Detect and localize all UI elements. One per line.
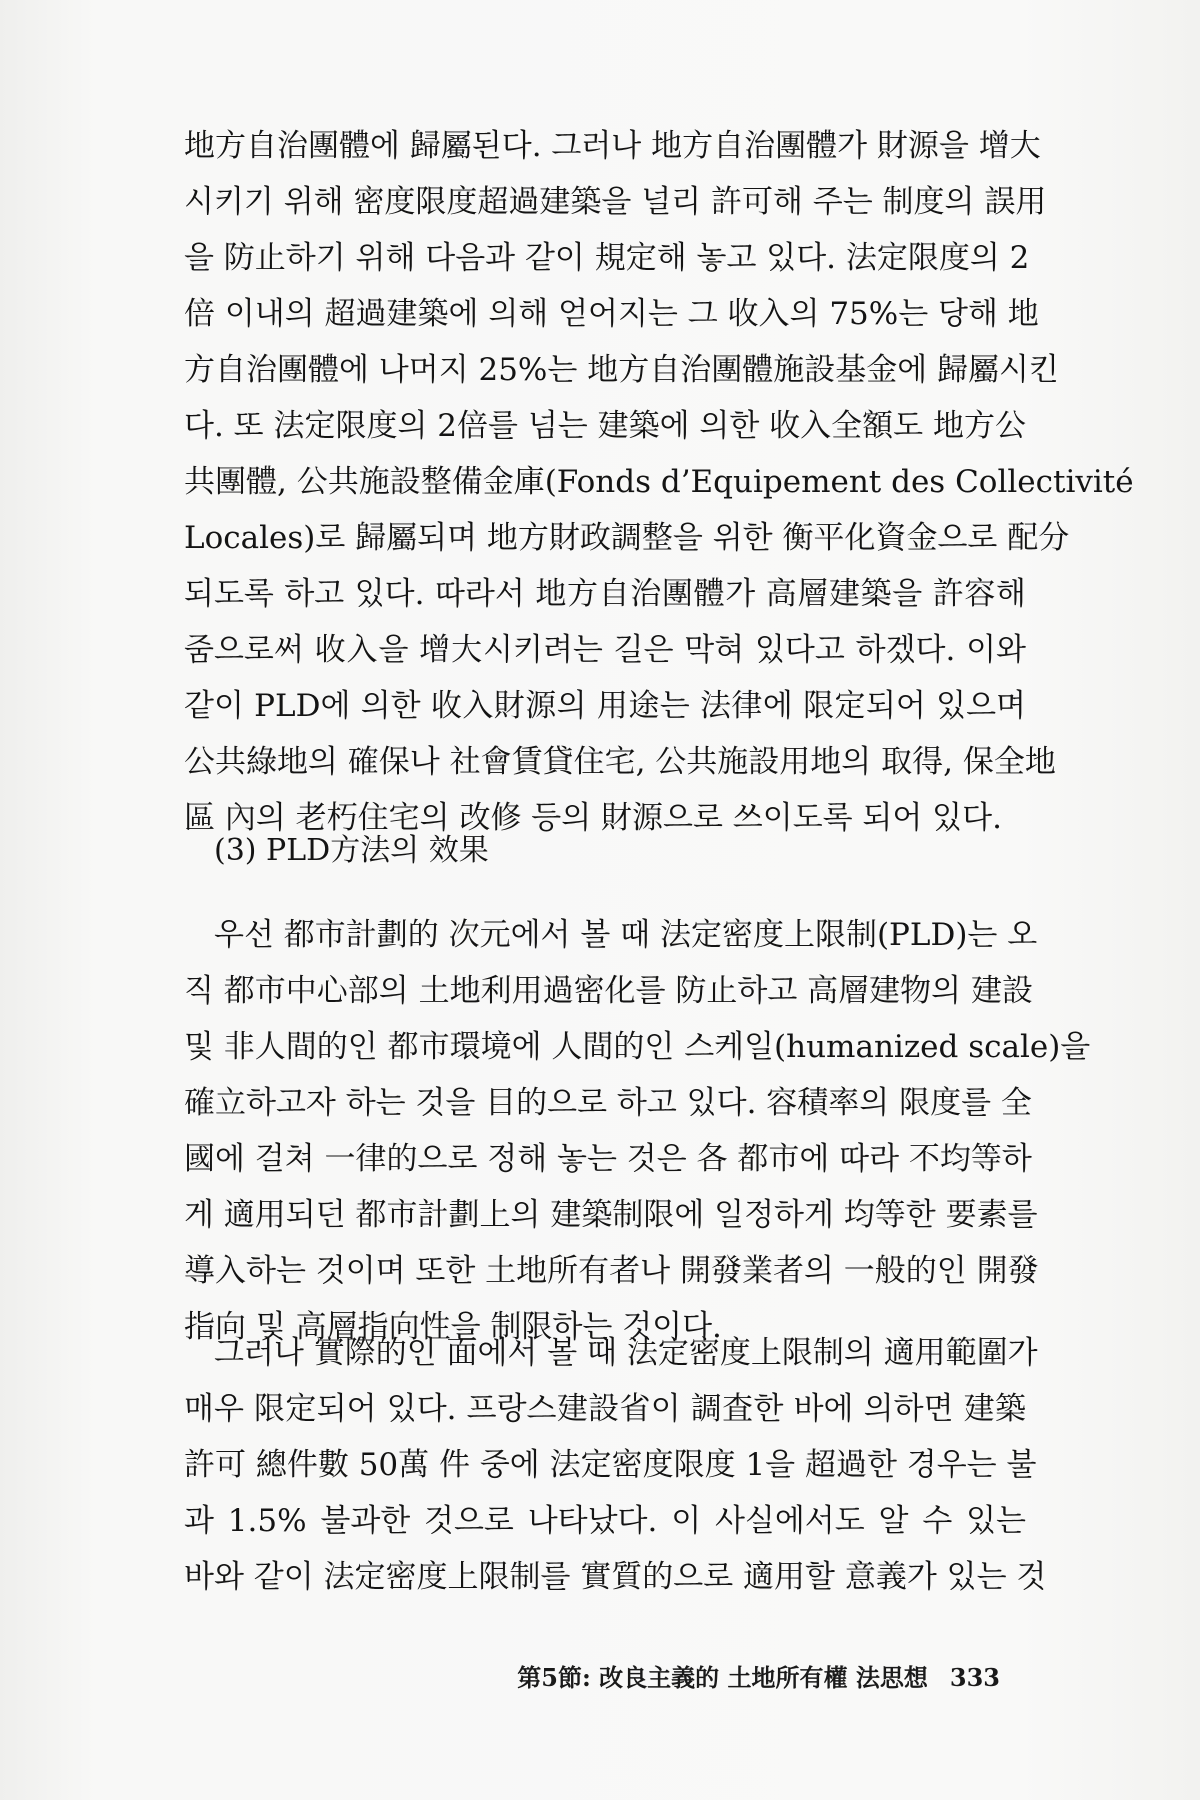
text-line: 倍 이내의 超過建築에 의해 얻어지는 그 收入의 75%는 당해 地 (184, 296, 1039, 332)
text-line: 줌으로써 收入을 增大시키려는 길은 막혀 있다고 하겠다. 이와 (184, 632, 1026, 668)
text-line: 및 非人間的인 都市環境에 人間的인 스케일(humanized scale)을 (184, 1029, 1091, 1065)
text-line: 같이 PLD에 의한 收入財源의 用途는 法律에 限定되어 있으며 (184, 688, 1026, 724)
text-line: 區 內의 老朽住宅의 改修 등의 財源으로 쓰이도록 되어 있다. (184, 800, 1002, 836)
text-line: 과 1.5% 불과한 것으로 나타났다. 이 사실에서도 알 수 있는 (184, 1503, 1026, 1539)
text-line: 地方自治團體에 歸屬된다. 그러나 地方自治團體가 財源을 增大 (184, 128, 1041, 164)
text-line: 되도록 하고 있다. 따라서 地方自治團體가 高層建築을 許容해 (184, 576, 1026, 612)
text-line: 다. 또 法定限度의 2倍를 넘는 建築에 의한 收入全額도 地方公 (184, 408, 1026, 444)
running-footer-title: 第5節: 改良主義的 土地所有權 法思想 (517, 1663, 928, 1692)
paragraph-2 (184, 907, 1091, 1355)
paragraph-1 (184, 118, 1134, 846)
text-line: 國에 걸쳐 一律的으로 정해 놓는 것은 各 都市에 따라 不均等하 (184, 1141, 1032, 1177)
text-line: 시키기 위해 密度限度超過建築을 널리 許可해 주는 制度의 誤用 (184, 184, 1047, 220)
text-line: Locales)로 歸屬되며 地方財政調整을 위한 衡平化資金으로 配分 (184, 520, 1070, 556)
text-line: 직 都市中心部의 土地利用過密化를 防止하고 高層建物의 建設 (184, 973, 1033, 1009)
text-line: 許可 總件數 50萬 件 중에 法定密度限度 1을 超過한 경우는 불 (184, 1447, 1037, 1483)
text-line: 게 適用되던 都市計劃上의 建築制限에 일정하게 均等한 要素를 (184, 1197, 1038, 1233)
text-line: 우선 都市計劃的 次元에서 볼 때 法定密度上限制(PLD)는 오 (214, 917, 1038, 953)
section-heading: (3) PLD方法의 效果 (214, 833, 489, 868)
text-line: 方自治團體에 나머지 25%는 地方自治團體施設基金에 歸屬시킨 (184, 352, 1059, 388)
text-line: 그러나 實際的인 面에서 볼 때 法定密度上限制의 適用範圍가 (214, 1335, 1038, 1371)
text-line: 確立하고자 하는 것을 目的으로 하고 있다. 容積率의 限度를 全 (184, 1085, 1032, 1121)
text-line: 을 防止하기 위해 다음과 같이 規定해 놓고 있다. 法定限度의 2 (184, 240, 1030, 276)
text-line: 共團體, 公共施設整備金庫(Fonds d’Equipement des Collectivité (184, 464, 1134, 500)
text-line: 指向 및 高層指向性을 制限하는 것이다. (184, 1309, 722, 1345)
text-line: 매우 限定되어 있다. 프랑스建設省이 調査한 바에 의하면 建築 (184, 1391, 1026, 1427)
paragraph-3 (184, 1325, 1047, 1605)
text-line: 公共綠地의 確保나 社會賃貸住宅, 公共施設用地의 取得, 保全地 (184, 744, 1056, 780)
text-line: 導入하는 것이며 또한 土地所有者나 開發業者의 一般的인 開發 (184, 1253, 1039, 1289)
text-line: 바와 같이 法定密度上限制를 實質的으로 適用할 意義가 있는 것 (184, 1559, 1047, 1595)
page-footer (517, 1658, 1000, 1693)
page-number: 333 (949, 1663, 1000, 1692)
